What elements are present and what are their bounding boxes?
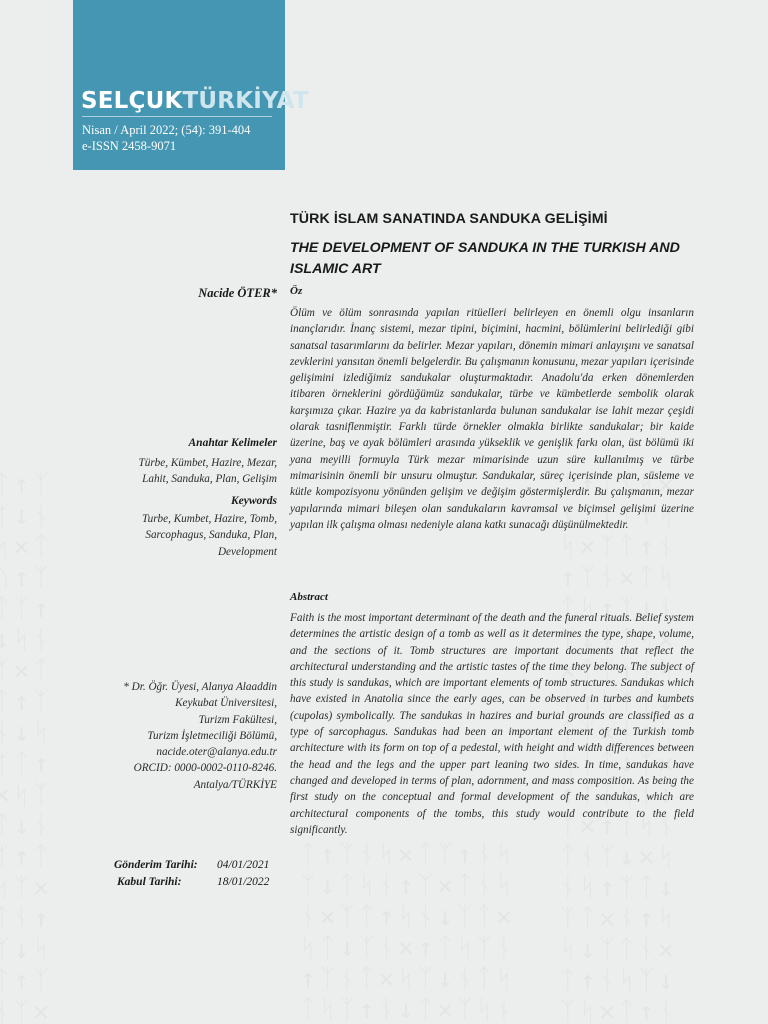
author-affiliation [78,679,277,793]
oz-text: Ölüm ve ölüm sonrasında yapılan ritüelleri belirleyen en önemli olgu insanların inançlarıdır. İnanç sistemi, mezar tipini, biçimini, hacmini, bölümlerini belirlediği gibi sanatsal tasarımlarını da belirler. Mezar yapıları, dönemin mimari anlayışını ve sanatsal zevklerini yansıtan önemli belgelerdir. Bu çalışmanın konusunu, mezar yapıları içerisinde gelişimini izlediğimiz sandukalar oluşturmaktadır. Anadolu'da erken dönemlerden itibaren örneklerini gördüğümüz sandukalar, türbe ve kümbetlerde sembolik olarak karşımıza çıkar. Hazire ya da kabristanlarda bulunan sandukalar ise lahit mezar çeşidi olarak tasniflenmiştir. Farklı türde örnekler olmakla birlikte sandukalar; bir kaide üzerine, baş ve ayak bölümleri arasında yükseklik ve genişlik farkı olan, üst bölümü iki yana meyilli formuyla Türk mezar mimarisinde uzun süre kullanılmış ve türbe mimarisinin önemli bir unsuru olmuştur. Sandukalar, süreç içerisinde plan, süsleme ve kütle kompozisyonu yönünden gelişim ve değişim göstermişlerdir. Bu çalışmanın, mezar yapılarında mimari bileşen olan sandukaların kavramsal ve biçimsel gelişimi üzerine yapılan ilk çalışma olması nedeniyle alana katkı sunacağı düşünülmektedir. [290,307,694,531]
logo-text-part2: TÜRKİYAT [182,88,309,114]
watermark-column [300,840,516,1024]
keywords-tr-heading: Anahtar Kelimeler [188,437,277,449]
submission-date-label: Gönderim Tarihi: [114,859,198,871]
journal-issn: e-ISSN 2458-9071 [82,139,177,153]
keywords-en-heading: Keywords [231,495,277,507]
acceptance-date-label: Kabul Tarihi: [117,876,182,888]
author-name: Nacide ÖTER* [198,286,277,300]
affiliation-line: Keykubat Üniversitesi, [175,697,277,710]
article-title-en: THE DEVELOPMENT OF SANDUKA IN THE TURKISH AND ISLAMIC ART [290,240,680,277]
keywords-tr-list [100,455,277,488]
affiliation-line: * Dr. Öğr. Üyesi, Alanya Alaaddin [123,681,277,693]
author-orcid: ORCID: 0000-0002-0110-8246. [133,762,277,775]
logo-text-part1: SELÇUK [81,88,183,114]
keywords-en-line: Sarcophagus, Sanduka, Plan, [145,529,277,542]
keywords-en-line: Turbe, Kumbet, Hazire, Tomb, [142,513,277,525]
article-title-tr: TÜRK İSLAM SANATINDA SANDUKA GELİŞİMİ [290,211,608,227]
journal-header [73,0,309,170]
watermark-column [0,470,53,1024]
keywords-en-line: Development [217,545,277,558]
author-email: nacide.oter@alanya.edu.tr [156,746,277,759]
logo-divider [82,116,272,117]
abstract-heading: Abstract [290,591,328,603]
keywords-tr-line: Lahit, Sanduka, Plan, Gelişim [142,473,277,486]
journal-issue: Nisan / April 2022; (54): 391-404 [82,123,251,137]
oz-heading: Öz [290,285,303,297]
affiliation-location: Antalya/TÜRKİYE [193,778,277,791]
affiliation-line: Turizm İşletmeciliği Bölümü, [147,729,277,742]
keywords-tr-line: Türbe, Kümbet, Hazire, Mezar, [138,457,277,469]
affiliation-line: Turizm Fakültesi, [198,713,277,726]
keywords-en-list [100,511,277,560]
acceptance-date-value: 18/01/2022 [217,876,270,888]
journal-logo [81,88,309,114]
abstract-text: Faith is the most important determinant of the death and the funeral rituals. Belief system determines the artistic design of a tomb as well as it determines the type, shape, volume, and the sections of it. Tomb structures are important documents that reflect the architectural understanding and the artistic tastes of the time they belong. The subject of this study is sandukas, which are important elements of tomb structures. Sandukas which have existed in Anatolia since the early ages, can be observed in turbes and kumbets (cupolas) symbolically. The sandukas in hazires and burial grounds are classified as a type of sarcophagus. Sandukas had been an important element of the Turkish tomb architecture with its form on top of a pedestal, with height and width differences between the head and the legs and the upper part leaning two sides. In time, sandukas have changed and developed in terms of plan, adornment, and mass composition. As being the first study on the conceptual and formal development of the sandukas, which are architectural components of the tombs, this study would contribute to the field significantly. [290,612,694,836]
submission-date-value: 04/01/2021 [217,859,270,871]
